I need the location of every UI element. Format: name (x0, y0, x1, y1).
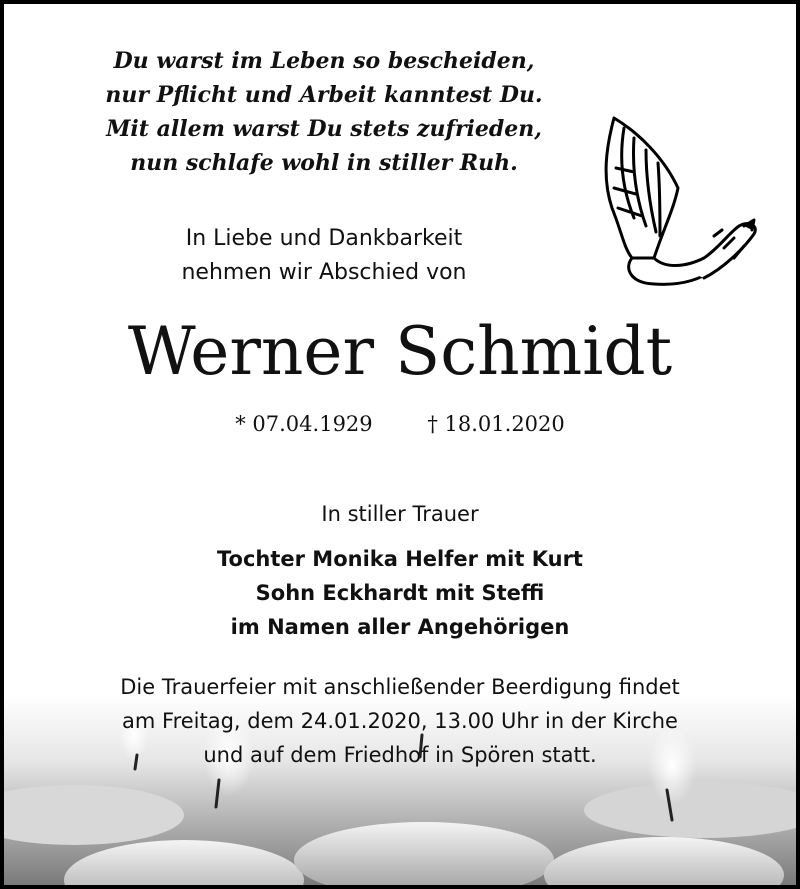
birth-date: * 07.04.1929 (235, 412, 373, 436)
life-dates (4, 409, 796, 439)
deceased-name: Werner Schmidt (127, 313, 673, 390)
death-date: † 18.01.2020 (427, 412, 565, 436)
poem-line: nur Pflicht und Arbeit kanntest Du. (105, 82, 543, 108)
praying-hands-icon (594, 108, 764, 288)
poem-line: Mit allem warst Du stets zufrieden, (106, 116, 542, 142)
poem-line: Du warst im Leben so bescheiden, (113, 48, 535, 74)
intro-line: In Liebe und Dankbarkeit (185, 226, 463, 251)
mourner-line: Tochter Monika Helfer mit Kurt (217, 547, 583, 571)
funeral-line: Die Trauerfeier mit anschließender Beerdigung findet (120, 675, 680, 699)
funeral-line: und auf dem Friedhof in Spören statt. (203, 743, 597, 767)
mourners-list (4, 542, 796, 644)
mourner-line: Sohn Eckhardt mit Steffi (255, 581, 545, 605)
memorial-poem (84, 44, 564, 180)
mourner-line: im Namen aller Angehörigen (230, 615, 570, 639)
poem-line: nun schlafe wohl in stiller Ruh. (130, 150, 518, 176)
funeral-details (4, 670, 796, 772)
funeral-line: am Freitag, dem 24.01.2020, 13.00 Uhr in der Kirche (122, 709, 678, 733)
intro-line: nehmen wir Abschied von (181, 260, 467, 285)
mourning-heading: In stiller Trauer (321, 502, 479, 526)
farewell-intro (154, 222, 494, 290)
